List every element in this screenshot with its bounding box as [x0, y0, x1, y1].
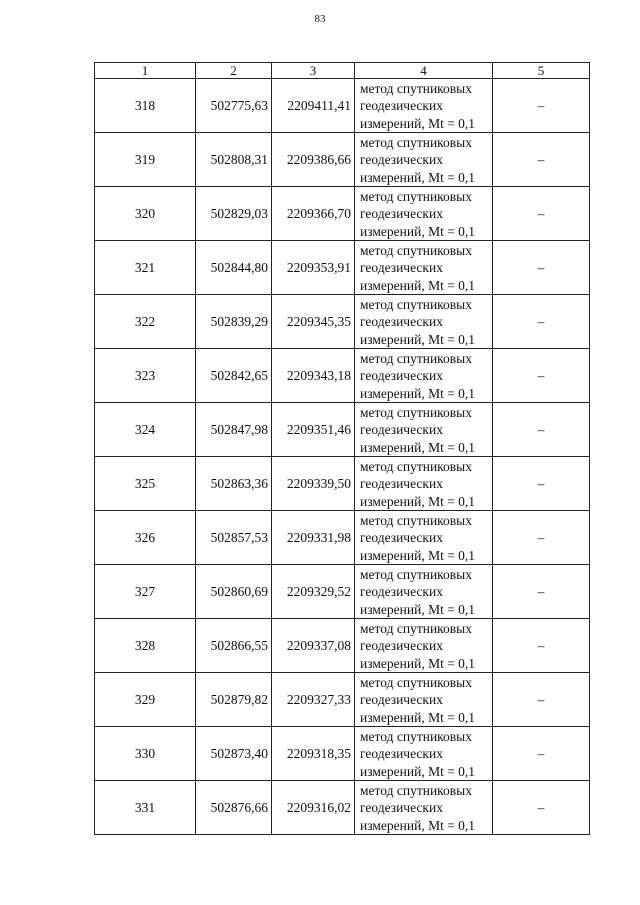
method-cell	[355, 79, 493, 133]
point-number: 329	[95, 673, 196, 727]
note-cell: –	[493, 349, 590, 403]
note-cell: –	[493, 79, 590, 133]
note-cell: –	[493, 619, 590, 673]
coordinate-y: 2209318,35	[272, 727, 355, 781]
table-row	[95, 187, 590, 241]
coordinate-y: 2209337,08	[272, 619, 355, 673]
coordinate-y: 2209351,46	[272, 403, 355, 457]
note-cell: –	[493, 457, 590, 511]
note-cell: –	[493, 781, 590, 835]
table-row	[95, 403, 590, 457]
method-line: измерений, Mt = 0,1	[360, 763, 476, 779]
column-header: 4	[355, 63, 493, 79]
method-line: измерений, Mt = 0,1	[360, 223, 476, 239]
note-cell: –	[493, 295, 590, 349]
point-number: 326	[95, 511, 196, 565]
point-number: 319	[95, 133, 196, 187]
method-line: измерений, Mt = 0,1	[360, 601, 476, 617]
method-line: измерений, Mt = 0,1	[360, 277, 476, 293]
method-line: геодезических	[360, 422, 443, 438]
table-row	[95, 133, 590, 187]
point-number: 323	[95, 349, 196, 403]
coordinate-y: 2209331,98	[272, 511, 355, 565]
method-cell	[355, 619, 493, 673]
method-line: измерений, Mt = 0,1	[360, 385, 476, 401]
method-line: метод спутниковых	[360, 729, 472, 744]
method-line: геодезических	[360, 260, 443, 276]
method-line: метод спутниковых	[360, 459, 472, 474]
coordinates-table	[94, 62, 590, 835]
point-number: 328	[95, 619, 196, 673]
method-line: метод спутниковых	[360, 513, 472, 528]
method-line: геодезических	[360, 314, 443, 330]
coordinate-x: 502879,82	[196, 673, 272, 727]
coordinate-y: 2209353,91	[272, 241, 355, 295]
coordinate-x: 502808,31	[196, 133, 272, 187]
coordinate-y: 2209329,52	[272, 565, 355, 619]
column-header: 3	[272, 63, 355, 79]
method-line: геодезических	[360, 530, 443, 546]
method-line: геодезических	[360, 476, 443, 492]
method-line: геодезических	[360, 98, 443, 114]
coordinate-x: 502775,63	[196, 79, 272, 133]
method-cell	[355, 241, 493, 295]
table-row	[95, 781, 590, 835]
table-row	[95, 349, 590, 403]
point-number: 331	[95, 781, 196, 835]
method-line: геодезических	[360, 206, 443, 222]
method-line: метод спутниковых	[360, 351, 472, 366]
coordinate-x: 502863,36	[196, 457, 272, 511]
table-header-row	[95, 63, 590, 79]
method-line: геодезических	[360, 368, 443, 384]
method-cell	[355, 187, 493, 241]
method-cell	[355, 727, 493, 781]
note-cell: –	[493, 673, 590, 727]
coordinate-x: 502847,98	[196, 403, 272, 457]
method-line: метод спутниковых	[360, 81, 472, 96]
page-number: 83	[314, 13, 326, 25]
table-row	[95, 295, 590, 349]
coordinate-y: 2209339,50	[272, 457, 355, 511]
method-line: измерений, Mt = 0,1	[360, 331, 476, 347]
coordinate-x: 502844,80	[196, 241, 272, 295]
coordinate-x: 502873,40	[196, 727, 272, 781]
table-row	[95, 565, 590, 619]
method-line: измерений, Mt = 0,1	[360, 169, 476, 185]
note-cell: –	[493, 133, 590, 187]
table-row	[95, 619, 590, 673]
table-row	[95, 673, 590, 727]
method-cell	[355, 781, 493, 835]
method-line: геодезических	[360, 746, 443, 762]
method-cell	[355, 457, 493, 511]
point-number: 325	[95, 457, 196, 511]
method-line: геодезических	[360, 800, 443, 816]
method-line: метод спутниковых	[360, 783, 472, 798]
point-number: 324	[95, 403, 196, 457]
coordinate-x: 502842,65	[196, 349, 272, 403]
note-cell: –	[493, 727, 590, 781]
method-line: геодезических	[360, 638, 443, 654]
method-line: метод спутниковых	[360, 297, 472, 312]
method-line: метод спутниковых	[360, 675, 472, 690]
method-cell	[355, 565, 493, 619]
table-row	[95, 457, 590, 511]
coordinate-y: 2209386,66	[272, 133, 355, 187]
method-line: измерений, Mt = 0,1	[360, 655, 476, 671]
point-number: 320	[95, 187, 196, 241]
coordinate-x: 502857,53	[196, 511, 272, 565]
table-body	[95, 79, 590, 835]
method-cell	[355, 133, 493, 187]
method-cell	[355, 403, 493, 457]
method-cell	[355, 511, 493, 565]
column-header: 5	[493, 63, 590, 79]
table-row	[95, 511, 590, 565]
coordinate-x: 502839,29	[196, 295, 272, 349]
method-line: измерений, Mt = 0,1	[360, 115, 476, 131]
method-cell	[355, 295, 493, 349]
note-cell: –	[493, 565, 590, 619]
column-header: 2	[196, 63, 272, 79]
point-number: 321	[95, 241, 196, 295]
point-number: 318	[95, 79, 196, 133]
method-cell	[355, 349, 493, 403]
method-line: метод спутниковых	[360, 567, 472, 582]
coordinate-y: 2209316,02	[272, 781, 355, 835]
method-cell	[355, 673, 493, 727]
method-line: измерений, Mt = 0,1	[360, 493, 476, 509]
method-line: геодезических	[360, 692, 443, 708]
coordinate-y: 2209343,18	[272, 349, 355, 403]
coordinate-x: 502829,03	[196, 187, 272, 241]
point-number: 330	[95, 727, 196, 781]
point-number: 327	[95, 565, 196, 619]
coordinate-y: 2209411,41	[272, 79, 355, 133]
table-row	[95, 79, 590, 133]
note-cell: –	[493, 187, 590, 241]
method-line: измерений, Mt = 0,1	[360, 817, 476, 833]
column-header: 1	[95, 63, 196, 79]
method-line: метод спутниковых	[360, 135, 472, 150]
note-cell: –	[493, 403, 590, 457]
method-line: метод спутниковых	[360, 243, 472, 258]
point-number: 322	[95, 295, 196, 349]
method-line: метод спутниковых	[360, 405, 472, 420]
coordinate-y: 2209366,70	[272, 187, 355, 241]
table-row	[95, 241, 590, 295]
coordinate-y: 2209327,33	[272, 673, 355, 727]
note-cell: –	[493, 511, 590, 565]
method-line: метод спутниковых	[360, 189, 472, 204]
coordinate-x: 502866,55	[196, 619, 272, 673]
method-line: измерений, Mt = 0,1	[360, 547, 476, 563]
method-line: измерений, Mt = 0,1	[360, 439, 476, 455]
coordinate-x: 502860,69	[196, 565, 272, 619]
method-line: геодезических	[360, 152, 443, 168]
coordinate-x: 502876,66	[196, 781, 272, 835]
note-cell: –	[493, 241, 590, 295]
method-line: геодезических	[360, 584, 443, 600]
coordinate-y: 2209345,35	[272, 295, 355, 349]
method-line: метод спутниковых	[360, 621, 472, 636]
table-row	[95, 727, 590, 781]
method-line: измерений, Mt = 0,1	[360, 709, 476, 725]
